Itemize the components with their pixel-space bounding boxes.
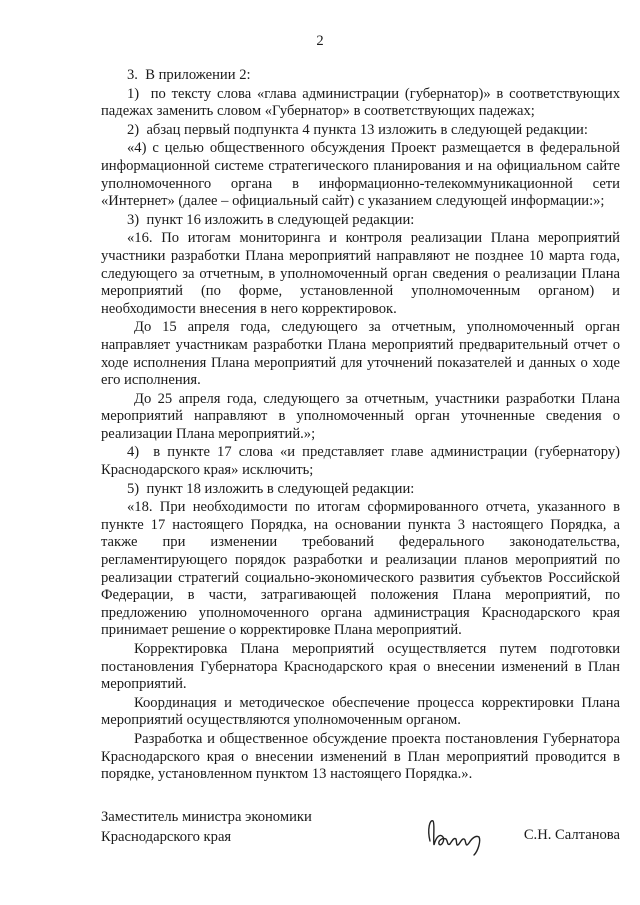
signatory-title <box>101 807 312 847</box>
signatory-name: С.Н. Салтанова <box>523 827 620 843</box>
document-body <box>101 67 620 784</box>
paragraph: 3. В приложении 2: <box>127 67 251 83</box>
page-number: 2 <box>316 33 324 49</box>
paragraph: Разработка и общественное обсуждение проекта постановления Губернатора Краснодарского края о внесении изменений в План мероприятий проводится в порядке, установленном пунктом 13 настоящего Порядка.». <box>101 730 620 783</box>
paragraph: Координация и методическое обеспечение процесса корректировки Плана мероприятий осуществляются уполномоченным органом. <box>101 694 620 729</box>
paragraph: 1) по тексту слова «глава администрации (губернатор)» в соответствующих падежах заменить словом «Губернатор» в соответствующих падежах; <box>101 85 620 120</box>
paragraph: 4) в пункте 17 слова «и представляет главе администрации (губернатору) Краснодарского края» исключить; <box>101 444 620 479</box>
paragraph: 5) пункт 18 изложить в следующей редакции: <box>127 480 415 497</box>
signatory-title-line1: Заместитель министра экономики <box>101 809 312 825</box>
paragraph: «18. При необходимости по итогам сформированного отчета, указанного в пункте 17 настоящего Порядка, на основании пункта 3 настоящего Порядка, а также при изменении требований федерального законодательства, регламентирующего порядок разработки и реализации планов мероприятий по реализации стратегий социально-экономического развития субъектов Российской Федерации, в части, затрагивающей положения Плана мероприятий, по предложению уполномоченного органа администрация Краснодарского края принимает решение о корректировке Плана мероприятий. <box>101 499 620 639</box>
paragraph: 2) абзац первый подпункта 4 пункта 13 изложить в следующей редакции: <box>127 121 588 138</box>
paragraph: До 25 апреля года, следующего за отчетным, участники разработки Плана мероприятий направляют в уполномоченный орган уточненные сведения о реализации Плана мероприятий.»; <box>101 390 620 442</box>
paragraph: 3) пункт 16 изложить в следующей редакции: <box>127 211 415 228</box>
signatory-title-line2: Краснодарского края <box>101 829 232 845</box>
paragraph: До 15 апреля года, следующего за отчетным, уполномоченный орган направляет участникам разработки Плана мероприятий предварительный отчет о ходе исполнения Плана мероприятий для уточнений показателей и данных о ходе его исполнения. <box>101 319 620 389</box>
paragraph: «4) с целью общественного обсуждения Проект размещается в федеральной информационной системе стратегического планирования и на официальном сайте уполномоченного органа в информационно-телекоммуникационной сети «Интернет» (далее – официальный сайт) с указанием следующей информации:»; <box>101 140 620 210</box>
signature-block <box>101 807 620 847</box>
paragraph: «16. По итогам мониторинга и контроля реализации Плана мероприятий участники разработки Плана мероприятий направляют не позднее 10 марта года, следующего за отчетным, в уполномоченный орган сведения о реализации Плана мероприятий (по форме, установленной уполномоченным органом) и необходимости внесения в него корректировок. <box>101 230 620 317</box>
paragraph: Корректировка Плана мероприятий осуществляется путем подготовки постановления Губернатора Краснодарского края о внесении изменений в План мероприятий. <box>101 641 620 693</box>
handwritten-signature <box>424 811 504 857</box>
